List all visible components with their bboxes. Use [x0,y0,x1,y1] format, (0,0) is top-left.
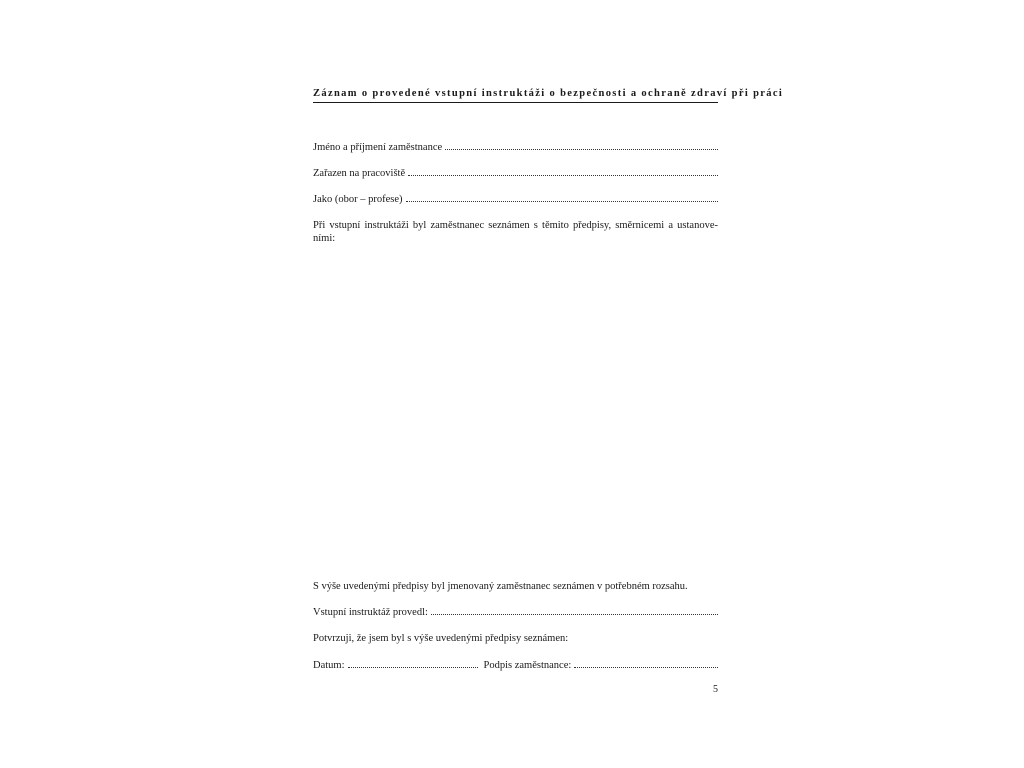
intro-paragraph: Při vstupní instruktáži byl zaměstnanec seznámen s těmito předpisy, směrnicemi a ustanove-ními: [313,220,718,244]
date-field[interactable] [348,659,478,668]
profession-label: Jako (obor – profese) [313,194,403,205]
signature-field[interactable] [574,659,718,668]
instructor-label: Vstupní instruktáž provedl: [313,607,428,618]
date-label: Datum: [313,660,345,671]
form-heading: Záznam o provedené vstupní instruktáži o bezpečnosti a ochraně zdraví při práci [313,88,718,103]
profession-row [313,193,718,206]
employee-name-label: Jméno a příjmení zaměstnance [313,142,443,153]
date-signature-row [313,659,718,672]
workplace-label: Zařazen na pracoviště [313,168,406,179]
workplace-field[interactable] [408,167,718,176]
workplace-row [313,167,718,180]
page-number: 5 [713,684,718,695]
profession-field[interactable] [406,193,718,202]
confirmation-text: Potvrzuji, že jsem byl s výše uvedenými předpisy seznámen: [313,633,569,644]
employee-name-field[interactable] [445,141,718,150]
statement-text: S výše uvedenými předpisy byl jmenovaný zaměstnanec seznámen v potřebném rozsahu. [313,581,688,592]
instructor-field[interactable] [431,606,718,615]
employee-name-row [313,141,718,154]
instructor-row [313,606,718,619]
signature-label: Podpis zaměstnance: [483,660,572,671]
